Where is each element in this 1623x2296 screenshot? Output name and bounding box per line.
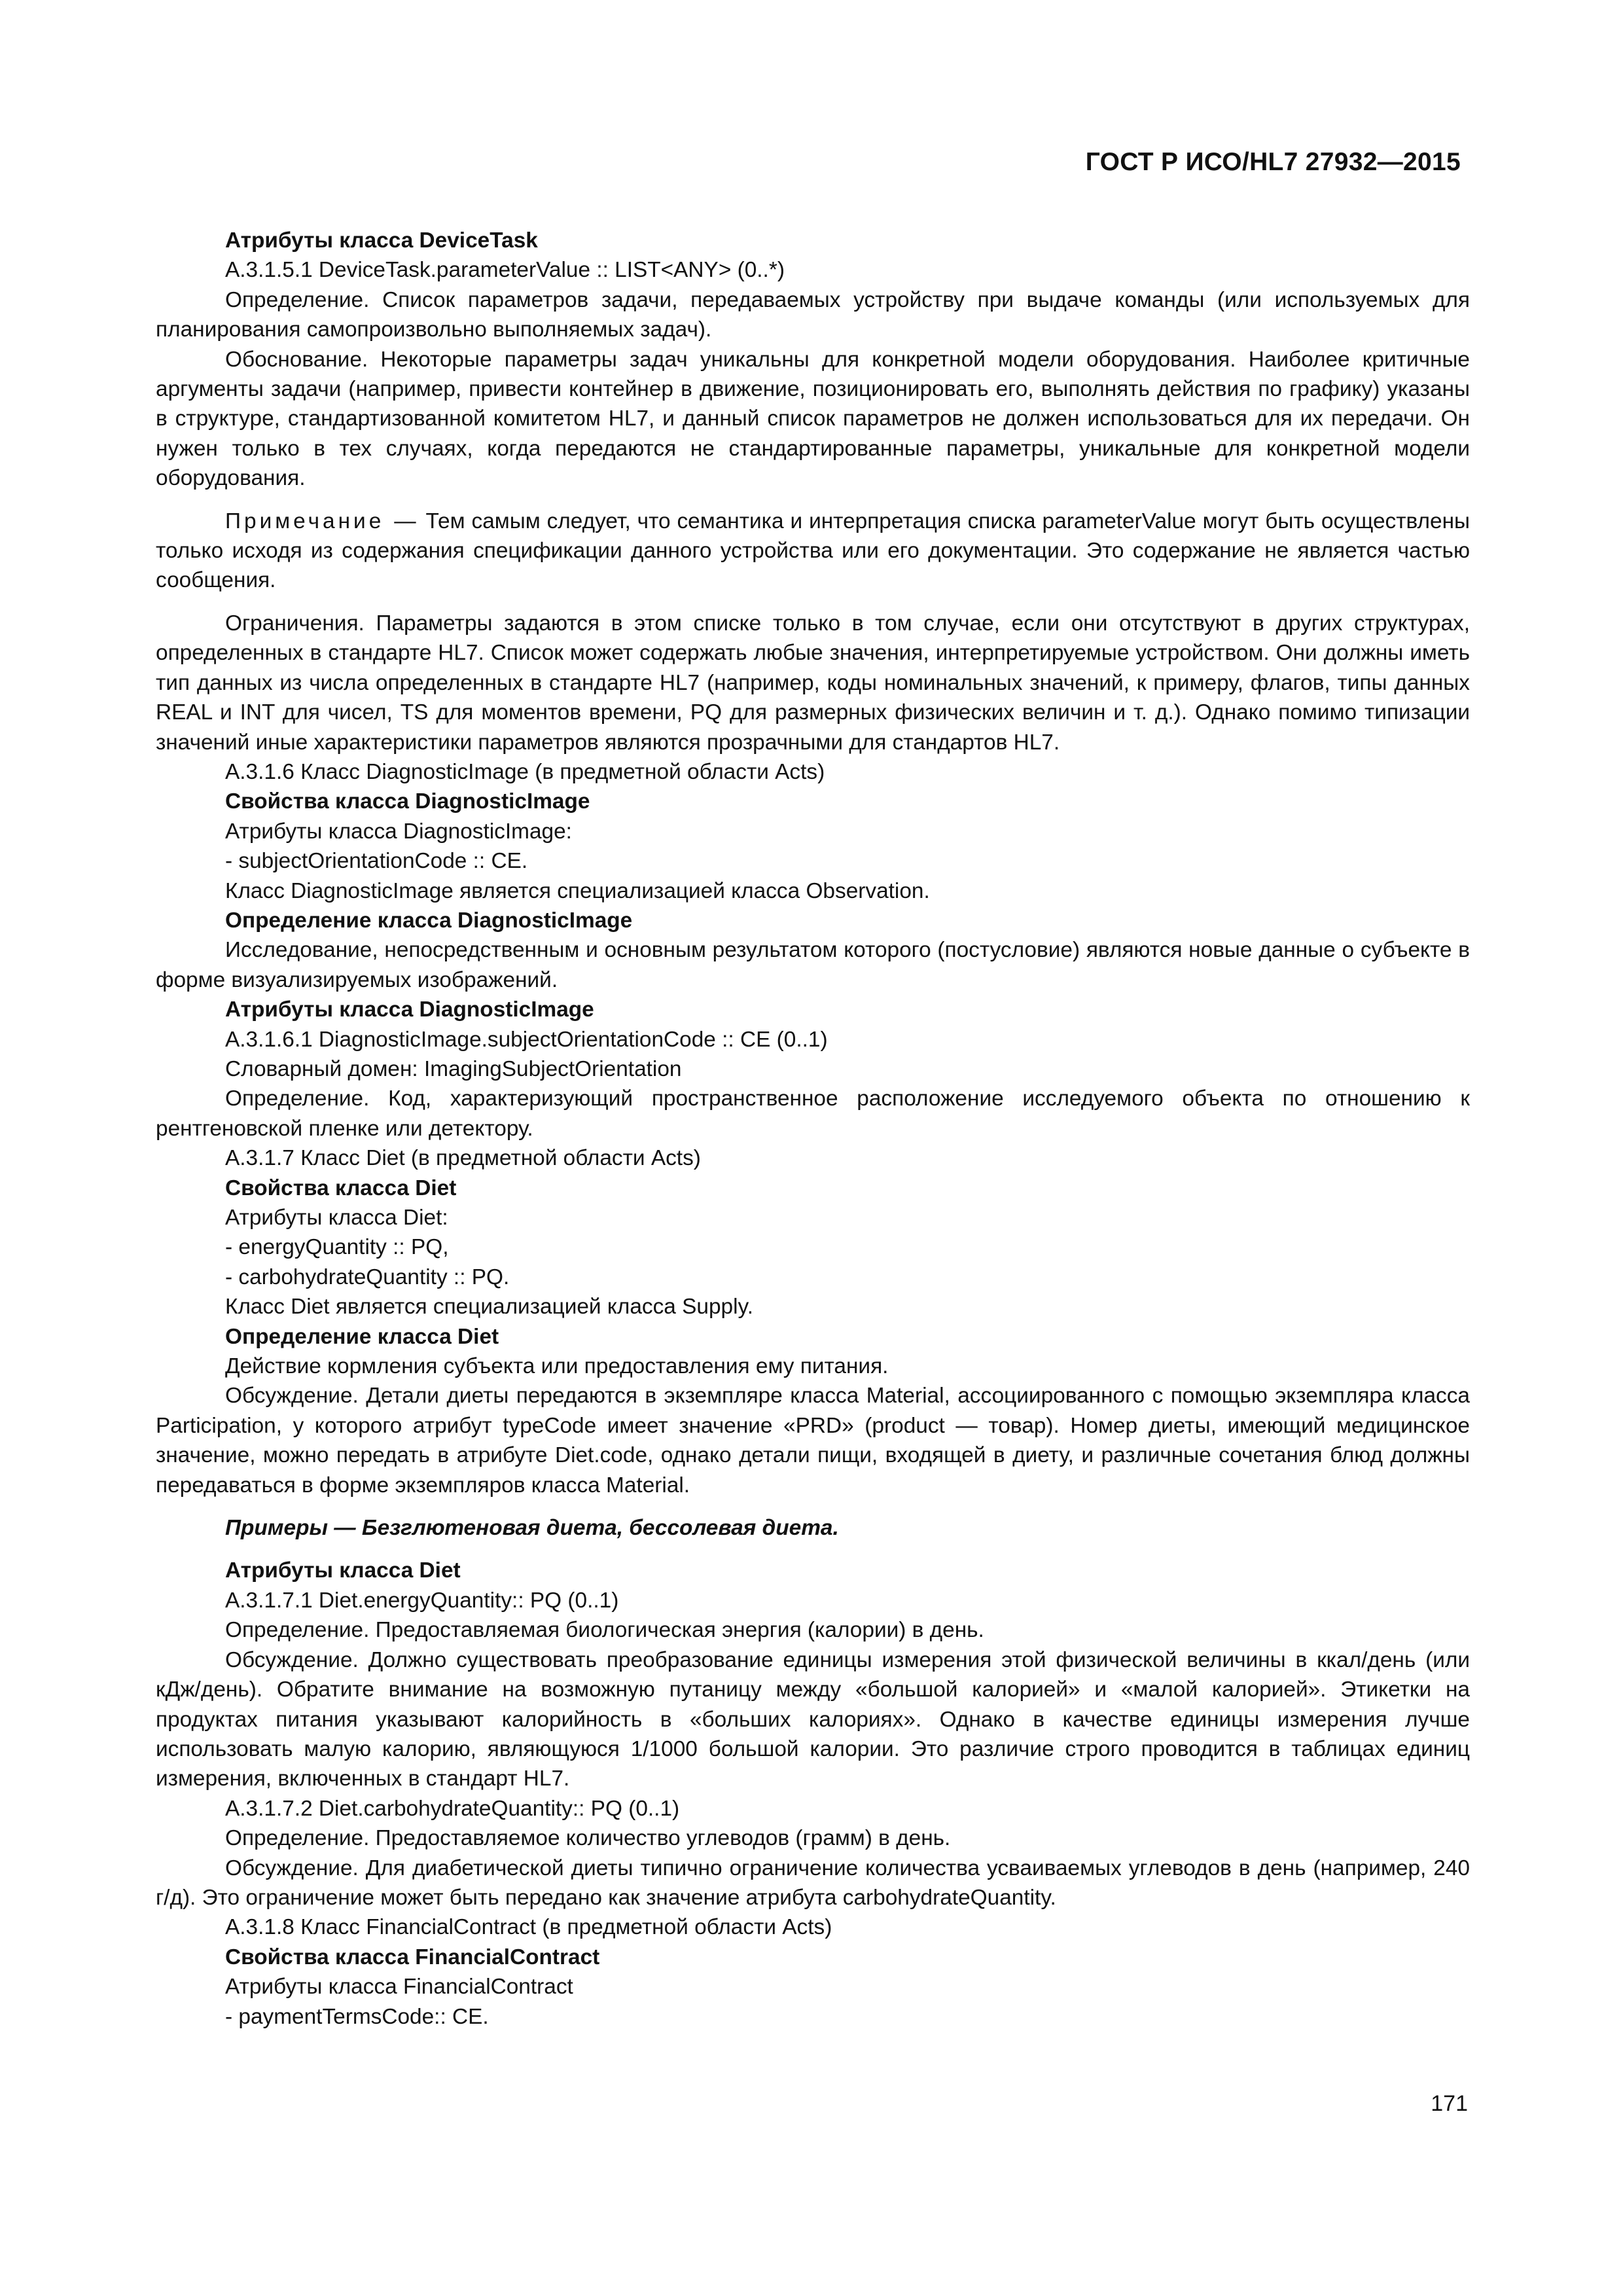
heading-diet-attributes: Атрибуты класса Diet: [225, 1558, 461, 1583]
heading-diagnosticimage-definition: Определение класса DiagnosticImage: [225, 908, 633, 933]
paragraph-discussion: Обсуждение. Для диабетической диеты типично ограничение количества усваиваемых углеводов в день (например, 240 г/д). Это ограничение может быть передано как значение атрибута carbohydrateQuantity.: [156, 1856, 1470, 1910]
note-paragraph: [156, 507, 1470, 596]
clause-a317: A.3.1.7 Класс Diet (в предметной области Acts): [225, 1146, 701, 1171]
paragraph-specialization: Класс Diet является специализацией класса Supply.: [225, 1295, 754, 1319]
paragraph-specialization: Класс DiagnosticImage является специализацией класса Observation.: [225, 878, 930, 903]
list-item: - carbohydrateQuantity :: PQ.: [225, 1265, 510, 1289]
heading-diagnosticimage-attributes: Атрибуты класса DiagnosticImage: [225, 997, 594, 1022]
note-text: Тем самым следует, что семантика и интерпретация списка parameterValue могут быть осуществлены только исходя из содержания спецификации данного устройства или его документации. Это содержание не является частью сообщения.: [156, 509, 1471, 593]
paragraph-attributes-list-intro: Атрибуты класса DiagnosticImage:: [225, 819, 572, 844]
paragraph-definition: Определение. Список параметров задачи, передаваемых устройству при выдаче команды (или используемых для планирования самопроизвольно выполняемых задач).: [156, 287, 1470, 342]
paragraph-definition: Определение. Предоставляемое количество углеводов (грамм) в день.: [225, 1826, 951, 1851]
paragraph-definition: Определение. Предоставляемая биологическая энергия (калории) в день.: [225, 1618, 984, 1643]
paragraph-attributes-list-intro: Атрибуты класса FinancialContract: [225, 1975, 573, 2000]
heading-diagnosticimage-properties: Свойства класса DiagnosticImage: [225, 789, 590, 814]
paragraph-diagnosticimage-definition: Исследование, непосредственным и основным результатом которого (постусловие) являются новые данные о субъекте в форме визуализируемых изображений.: [156, 938, 1470, 992]
heading-diet-properties: Свойства класса Diet: [225, 1175, 457, 1200]
clause-a3161: A.3.1.6.1 DiagnosticImage.subjectOrientationCode :: CE (0..1): [225, 1027, 828, 1052]
paragraph-attributes-list-intro: Атрибуты класса Diet:: [225, 1206, 448, 1230]
list-item: - energyQuantity :: PQ,: [225, 1235, 449, 1260]
note-label: Примечание —: [225, 509, 419, 533]
paragraph-rationale: Обоснование. Некоторые параметры задач уникальны для конкретной модели оборудования. Наиболее критичные аргументы задачи (например, привести контейнер в движение, позиционировать его, выполнять действия по графику) указаны в структуре, стандартизованной комитетом HL7, и данный список параметров не должен использоваться для их передачи. Он нужен только в тех случаях, когда передаются не стандартированные параметры, уникальные для конкретной модели оборудования.: [156, 347, 1470, 491]
examples-line: Примеры — Безглютеновая диета, бессолевая диета.: [225, 1516, 839, 1541]
clause-a3172: A.3.1.7.2 Diet.carbohydrateQuantity:: PQ (0..1): [225, 1796, 680, 1821]
paragraph-definition: Определение. Код, характеризующий пространственное расположение исследуемого объекта по отношению к рентгеновской пленке или детектору.: [156, 1086, 1470, 1141]
heading-diet-definition: Определение класса Diet: [225, 1324, 499, 1349]
page-number: 171: [1431, 2091, 1468, 2116]
paragraph-discussion: Обсуждение. Должно существовать преобразование единицы измерения этой физической величины в ккал/день (или кДж/день). Обратите внимание на возможную путаницу между «большой калорией» и «малой калорией». Этикетки на продуктах питания указывают калорийность в «больших калориях». Однако в качестве единицы измерения лучше использовать малую калорию, являющуюся 1/1000 большой калории. Это различие строго проводится в таблицах единиц измерения, включенных в стандарт HL7.: [156, 1647, 1470, 1791]
paragraph-vocabulary-domain: Словарный домен: ImagingSubjectOrientation: [225, 1056, 682, 1081]
list-item: - paymentTermsCode:: CE.: [225, 2004, 489, 2029]
clause-a3171: A.3.1.7.1 Diet.energyQuantity:: PQ (0..1): [225, 1588, 619, 1613]
clause-a318: A.3.1.8 Класс FinancialContract (в предметной области Acts): [225, 1915, 832, 1940]
heading-financialcontract-properties: Свойства класса FinancialContract: [225, 1945, 600, 1969]
page-body: [156, 226, 1470, 2032]
list-item: - subjectOrientationCode :: CE.: [225, 849, 528, 874]
paragraph-discussion: Обсуждение. Детали диеты передаются в экземпляре класса Material, ассоциированного с помощью экземпляра класса Participation, у которого атрибут typeCode имеет значение «PRD» (product — товар). Номер диеты, имеющий медицинское значение, можно передать в атрибуте Diet.code, однако детали пищи, входящей в диету, и различные сочетания блюд должны передаваться в форме экземпляров класса Material.: [156, 1384, 1470, 1498]
heading-devicetask-attributes: Атрибуты класса DeviceTask: [225, 228, 538, 253]
paragraph-constraints: Ограничения. Параметры задаются в этом списке только в том случае, если они отсутствуют в других структурах, определенных в стандарте HL7. Список может содержать любые значения, интерпретируемые устройством. Они должны иметь тип данных из числа определенных в стандарте HL7 (например, коды номинальных значений, к примеру, флагов, типы данных REAL и INT для чисел, TS для моментов времени, PQ для размерных физических величин и т. д.). Однако помимо типизации значений иные характеристики параметров являются прозрачными для стандартов HL7.: [156, 611, 1470, 755]
paragraph-diet-definition: Действие кормления субъекта или предоставления ему питания.: [225, 1354, 889, 1379]
clause-a3151: A.3.1.5.1 DeviceTask.parameterValue :: LIST<ANY> (0..*): [225, 258, 785, 283]
clause-a316: A.3.1.6 Класс DiagnosticImage (в предметной области Acts): [225, 759, 825, 784]
standard-header: ГОСТ Р ИСО/HL7 27932—2015: [1085, 148, 1461, 176]
